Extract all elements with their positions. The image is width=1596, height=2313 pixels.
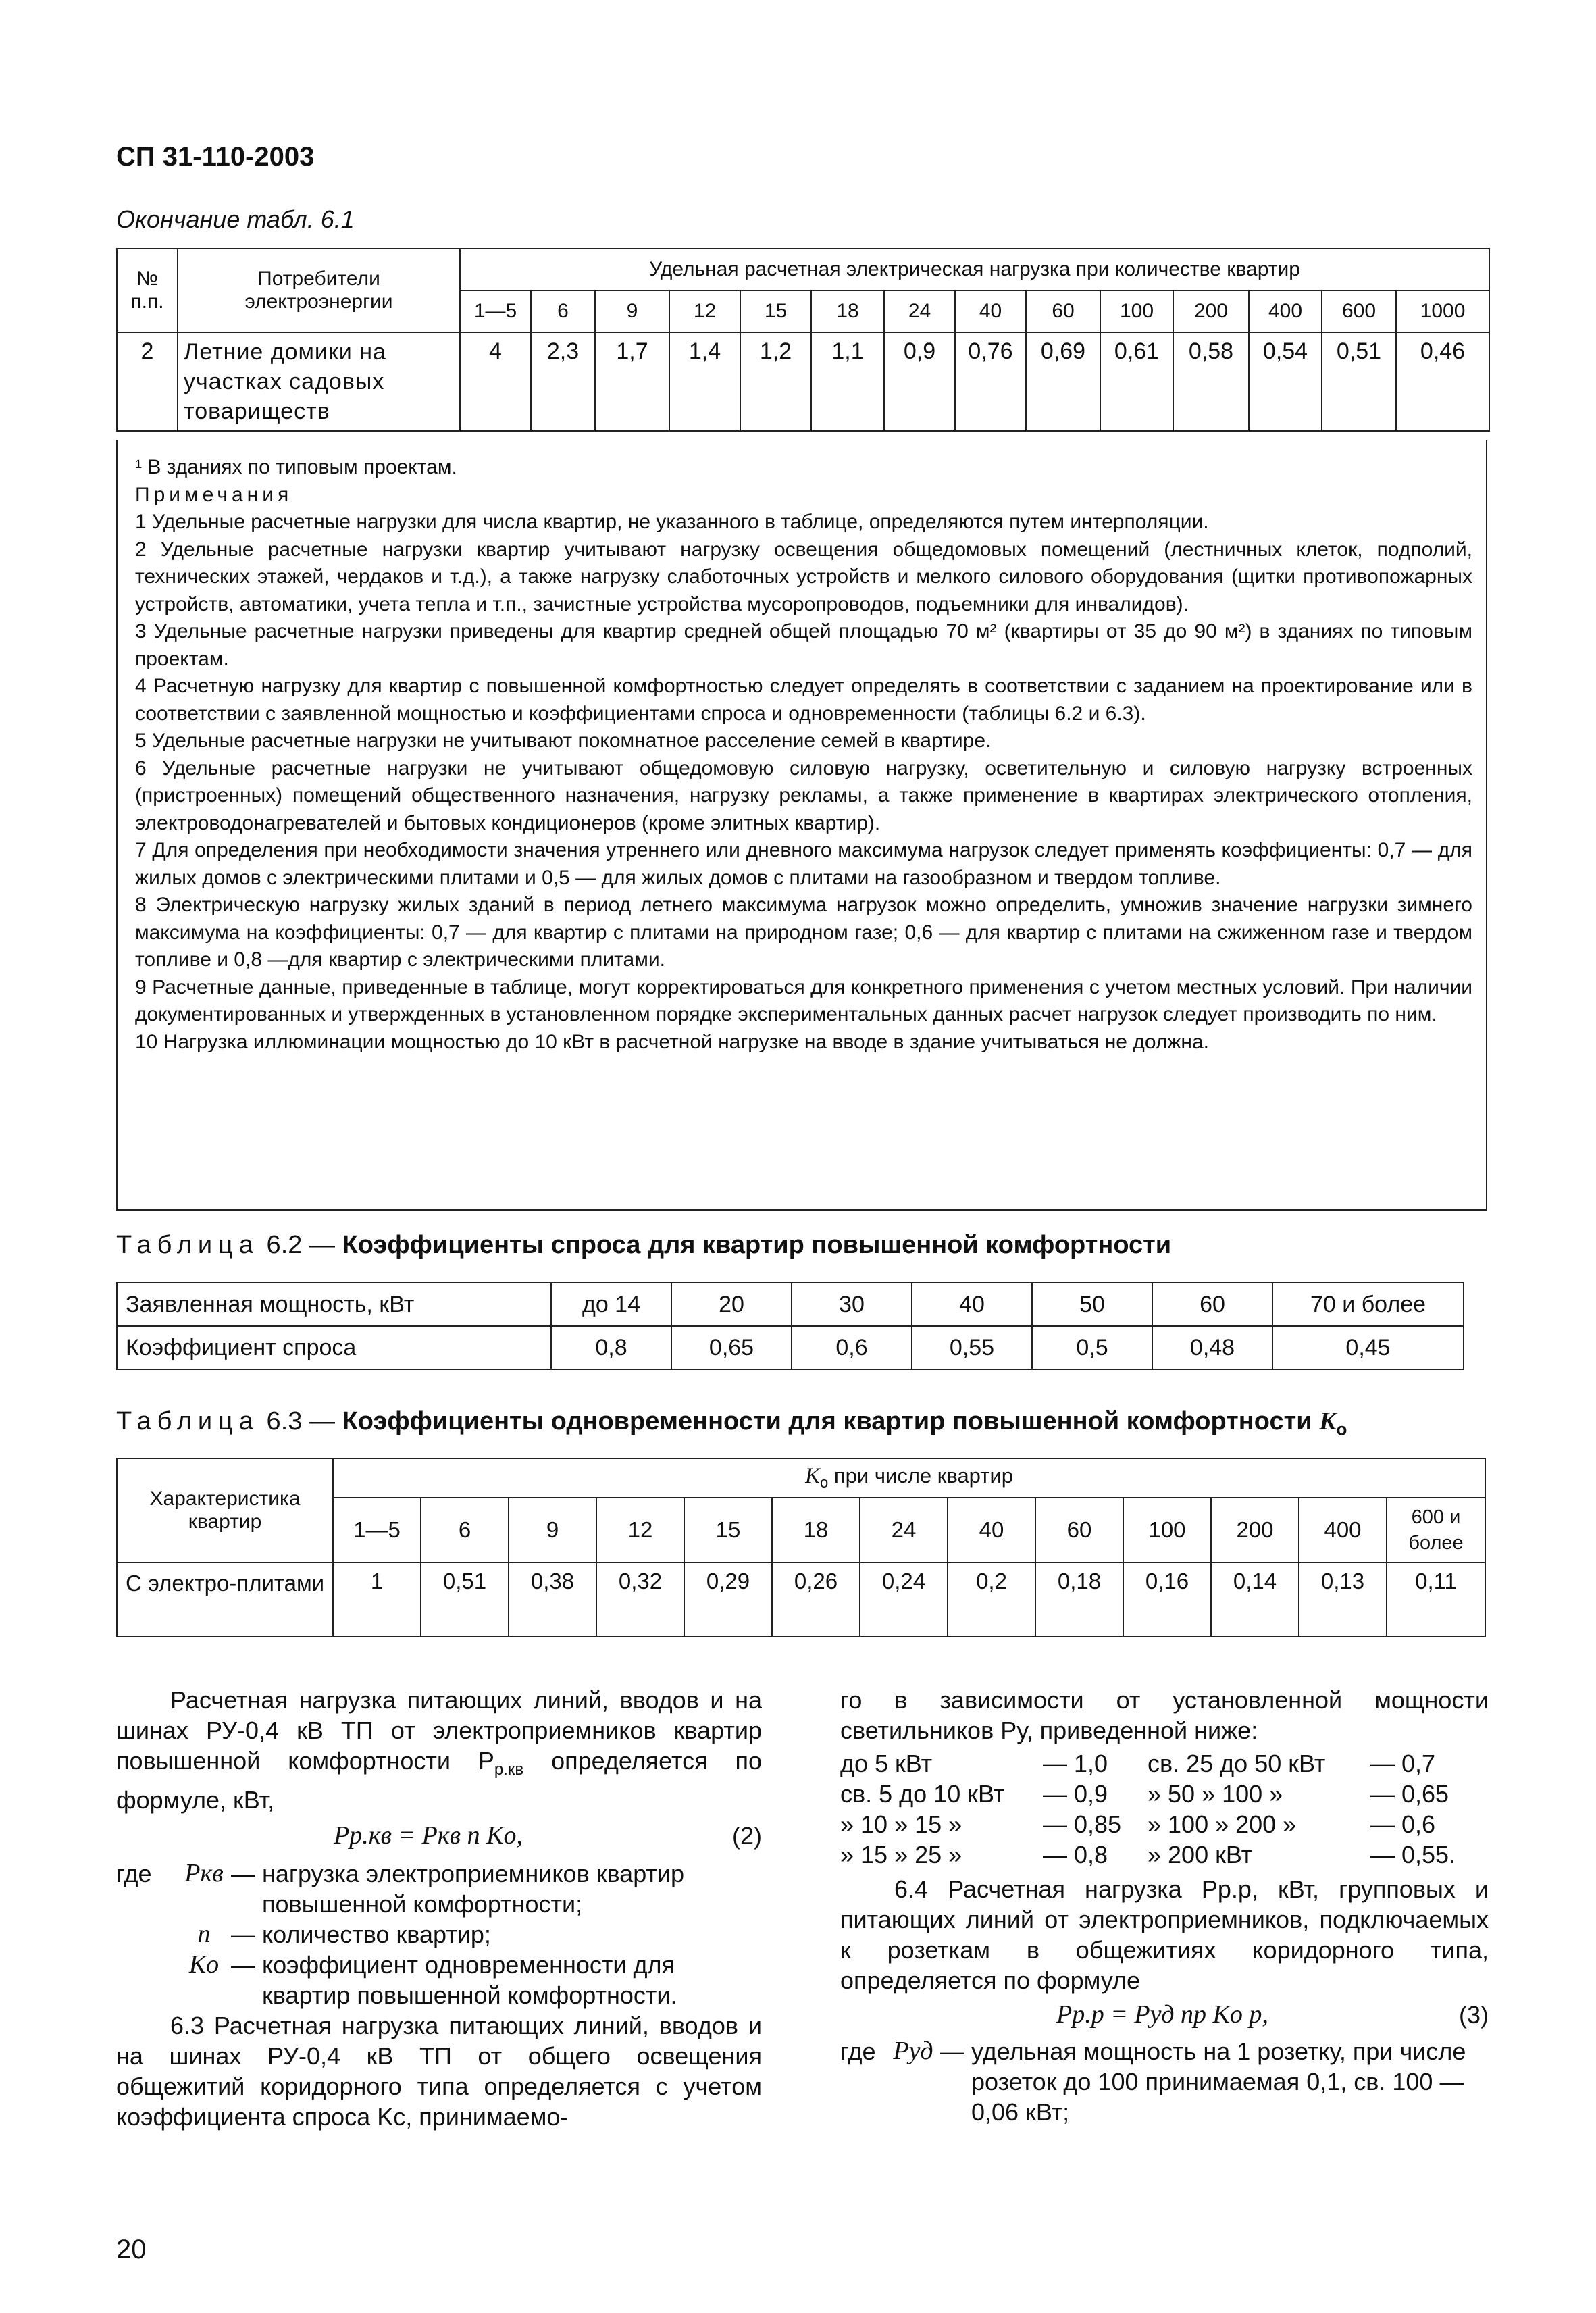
demand-list-item [840,1809,1148,1839]
note-1: 1 Удельные расчетные нагрузки для числа квартир, не указанного в таблице, определяются путем интерполяции. [135,511,1209,533]
t61-cell: 0,61 [1100,332,1173,431]
demand-coefficient: — 0,7 [1370,1750,1436,1777]
t62-row-demand [117,1326,1464,1369]
note-9: 9 Расчетные данные, приведенные в таблице, могут корректироваться для конкретного применения с учетом местных условий. При наличии документированных и утвержденных в установленном порядке экспериментальных данных расчет нагрузок следует производить по ним. [135,975,1472,1025]
right-column [840,1685,1489,2127]
formula-2-row [116,1821,762,1853]
t63-cell: 1 [333,1562,421,1637]
t62-cell: 30 [792,1283,912,1326]
demand-list [840,1748,1489,1870]
t62-cell: 0,8 [551,1326,671,1369]
t61-column-header: 24 [884,290,955,332]
t63-cell: 0,51 [421,1562,509,1637]
t63-cell: 0,32 [596,1562,684,1637]
t61-column-header: 600 [1322,290,1396,332]
formula-2: Pр.кв = Pкв n Kо, [334,1821,523,1850]
t61-cell: 2,3 [531,332,595,431]
demand-coefficient: — 1,0 [1043,1750,1108,1777]
demand-list-item [840,1779,1148,1809]
footnote: ¹ В зданиях по типовым проектам. [135,456,457,478]
t63-data-row [117,1562,1485,1637]
t62-cell: 0,55 [912,1326,1032,1369]
demand-list-item [1148,1809,1489,1839]
demand-list-item [1148,1839,1489,1870]
note-6: 6 Удельные расчетные нагрузки не учитывают общедомовую силовую нагрузку, осветительную и силовую нагрузку встроенных (пристроенных) помещений общественного назначения, нагрузку рекламы, а также применение в квартирах электрического отопления, электроводонагревателей и бытовых кондиционеров (кроме элитных квартир). [135,757,1472,834]
document-header: СП 31-110-2003 [116,142,315,172]
demand-power-range: » 50 » 100 » [1148,1780,1283,1808]
t61-row-name: Летние домики на участках садовых товариществ [178,332,460,431]
left-column [116,1685,762,2132]
t62-row-power [117,1283,1464,1326]
t63-cell: 0,26 [772,1562,860,1637]
t62-cell: до 14 [551,1283,671,1326]
t61-cell: 1,1 [811,332,884,431]
t63-column-header: 60 [1035,1498,1123,1562]
t63-column-header: 100 [1123,1498,1211,1562]
t63-column-header: 18 [772,1498,860,1562]
notes-title: Примечания [135,483,293,506]
paragraph-continued: го в зависимости от установленной мощности светильников Pу, приведенной ниже: [840,1686,1489,1744]
table-6-2 [116,1282,1464,1370]
t61-cell: 1,4 [669,332,740,431]
t63-cell: 0,38 [509,1562,596,1637]
t62-cell: 0,6 [792,1326,912,1369]
demand-list-item [1148,1748,1489,1779]
t63-header-k: $K_о$ при числе квартир [333,1458,1485,1498]
t63-cell: 0,11 [1387,1562,1485,1637]
t61-row-number: 2 [117,332,178,431]
demand-coefficient: — 0,8 [1043,1841,1108,1869]
t63-cell: 0,13 [1299,1562,1387,1637]
t61-cell: 0,51 [1322,332,1396,431]
note-2: 2 Удельные расчетные нагрузки квартир учитывают нагрузку освещения общедомовых помещений (лестничных клеток, подполий, технических этажей, чердаков и т.д.), а также нагрузку слаботочных устройств и мелкого силового оборудования (щитки противопожарных устройств, автоматики, учета тепла и т.п., зачистные устройства мусоропроводов, подъемники для инвалидов). [135,538,1472,615]
t63-cell: 0,18 [1035,1562,1123,1637]
t63-header-char: Характеристика квартир [117,1458,333,1562]
table-6-1-continuation-caption: Окончание табл. 6.1 [116,205,355,233]
demand-power-range: св. 25 до 50 кВт [1148,1750,1326,1777]
page-number: 20 [116,2235,147,2264]
t62-cell: 70 и более [1272,1283,1464,1326]
t63-cell: 0,24 [860,1562,948,1637]
table-6-1 [116,248,1490,432]
paragraph-6-4: 6.4 Расчетная нагрузка Pр.р, кВт, групповых и питающих линий от электроприемников, подключаемых к розеткам в общежитиях коридорного типа, определяется по формуле [840,1875,1489,1994]
paragraph-6-3: 6.3 Расчетная нагрузка питающих линий, вводов и на шинах РУ-0,4 кВ ТП от общего освещения общежитий коридорного типа определяется с учетом коэффициента спроса Kс, принимаемо- [116,2012,762,2131]
t61-column-header: 1—5 [460,290,531,332]
t63-column-header: 9 [509,1498,596,1562]
t61-cell: 0,69 [1026,332,1100,431]
note-8: 8 Электрическую нагрузку жилых зданий в период летнего максимума нагрузок можно определить, умножив значение нагрузки зимнего максимума на коэффициенты: 0,7 — для квартир с плитами на природном газе; 0,6 — для квартир с плитами на сжиженном газе и твердом топливе и 0,8 —для квартир с электрическими плитами. [135,894,1472,971]
t61-column-header: 6 [531,290,595,332]
t61-data-row [117,332,1489,431]
t61-header-consumers: Потребители электроэнергии [178,249,460,332]
t63-column-header: 24 [860,1498,948,1562]
definition-pkv: где Pкв — нагрузка электроприемников квартир повышенной комфортности; [116,1859,685,1918]
formula-3-row [840,2000,1489,2032]
t62-cell: 0,45 [1272,1326,1464,1369]
definition-pud: где Pуд — удельная мощность на 1 розетку, при числе розеток до 100 принимаемая 0,1, св. 100 — 0,06 кВт; [840,2037,1466,2126]
t63-column-header: 600 и более [1387,1498,1485,1562]
t62-cell: 40 [912,1283,1032,1326]
demand-list-right [1148,1748,1489,1870]
t61-column-header: 400 [1249,290,1322,332]
note-5: 5 Удельные расчетные нагрузки не учитывают покомнатное расселение семей в квартире. [135,730,992,752]
t61-column-header: 100 [1100,290,1173,332]
note-4: 4 Расчетную нагрузку для квартир с повышенной комфортностью следует определять в соответствии с заданием на проектирование или в соответствии с заявленной мощностью и коэффициентами спроса и одновременности (таблицы 6.2 и 6.3). [135,675,1472,725]
definition-ko: Kо — коэффициент одновременности для квартир повышенной комфортности. [188,1950,677,2010]
note-3: 3 Удельные расчетные нагрузки приведены для квартир средней общей площадью 70 м² (квартиры от 35 до 90 м²) в зданиях по типовым проектам. [135,620,1472,670]
table-6-3 [116,1458,1486,1637]
demand-power-range: св. 5 до 10 кВт [840,1780,1005,1808]
t61-cell: 1,7 [595,332,669,431]
demand-list-item [840,1839,1148,1870]
t61-cell: 0,9 [884,332,955,431]
table-6-2-caption: Таблица 6.2 — Коэффициенты спроса для квартир повышенной комфортности [116,1231,1172,1259]
demand-power-range: » 100 » 200 » [1148,1810,1297,1838]
t63-column-header: 6 [421,1498,509,1562]
t61-column-header: 200 [1173,290,1249,332]
t63-column-header: 40 [948,1498,1035,1562]
t63-column-header: 15 [684,1498,772,1562]
t62-row-demand-label: Коэффициент спроса [117,1326,551,1369]
note-10: 10 Нагрузка иллюминации мощностью до 10 кВт в расчетной нагрузке на вводе в здание учитываться не должна. [135,1030,1209,1053]
t61-column-header: 12 [669,290,740,332]
t61-header-number: № п.п. [117,249,178,332]
t61-column-header: 40 [955,290,1026,332]
demand-list-item [840,1748,1148,1779]
formula-3: Pр.р = Pуд nр Kо р, [1056,2000,1268,2029]
t62-cell: 0,65 [671,1326,792,1369]
t62-cell: 0,5 [1032,1326,1152,1369]
t61-cell: 0,54 [1249,332,1322,431]
t63-cell: 0,2 [948,1562,1035,1637]
demand-coefficient: — 0,55. [1370,1841,1456,1869]
t63-cell: 0,29 [684,1562,772,1637]
table-6-1-notes [116,440,1487,1211]
t61-cell: 1,2 [740,332,811,431]
demand-coefficient: — 0,6 [1370,1810,1436,1838]
t63-column-header: 1—5 [333,1498,421,1562]
note-7: 7 Для определения при необходимости значения утреннего или дневного максимума нагрузок следует применять коэффициенты: 0,7 — для жилых домов с электрическими плитами и 0,5 — для жилых домов с плитами на газообразном и твердом топливе. [135,839,1472,889]
t62-cell: 20 [671,1283,792,1326]
t62-row-power-label: Заявленная мощность, кВт [117,1283,551,1326]
demand-coefficient: — 0,65 [1370,1780,1449,1808]
t61-column-header: 1000 [1396,290,1489,332]
t63-row-label: С электро-плитами [117,1562,333,1637]
demand-power-range: » 200 кВт [1148,1841,1253,1869]
t61-column-header: 9 [595,290,669,332]
t61-column-header: 60 [1026,290,1100,332]
demand-coefficient: — 0,85 [1043,1810,1122,1838]
t61-cell: 4 [460,332,531,431]
t63-column-header: 400 [1299,1498,1387,1562]
t61-header-load: Удельная расчетная электрическая нагрузка при количестве квартир [460,249,1489,290]
t63-column-header: 200 [1211,1498,1299,1562]
demand-power-range: » 15 » 25 » [840,1841,962,1869]
t63-cell: 0,14 [1211,1562,1299,1637]
t61-cell: 0,76 [955,332,1026,431]
demand-coefficient: — 0,9 [1043,1780,1108,1808]
t62-cell: 50 [1032,1283,1152,1326]
t61-column-header: 18 [811,290,884,332]
t61-cell: 0,46 [1396,332,1489,431]
table-6-3-caption: Таблица 6.3 — Коэффициенты одновременности для квартир повышенной комфортности $K_о$ [116,1407,1347,1440]
t62-cell: 0,48 [1152,1326,1272,1369]
t61-column-header: 15 [740,290,811,332]
demand-list-item [1148,1779,1489,1809]
definition-n: n — количество квартир; [197,1920,491,1949]
t61-cell: 0,58 [1173,332,1249,431]
paragraph-kv-load: Расчетная нагрузка питающих линий, вводов и на шинах РУ-0,4 кВ ТП от электроприемников квартир повышенной комфортности $P_{р.кв}$ определяется по формуле, кВт, [116,1686,762,1814]
t63-column-header: 12 [596,1498,684,1562]
formula-3-number: (3) [1459,2001,1489,2029]
t63-cell: 0,16 [1123,1562,1211,1637]
demand-power-range: » 10 » 15 » [840,1810,962,1838]
demand-power-range: до 5 кВт [840,1750,933,1777]
demand-list-left [840,1748,1148,1870]
formula-2-number: (2) [732,1822,762,1850]
t62-cell: 60 [1152,1283,1272,1326]
